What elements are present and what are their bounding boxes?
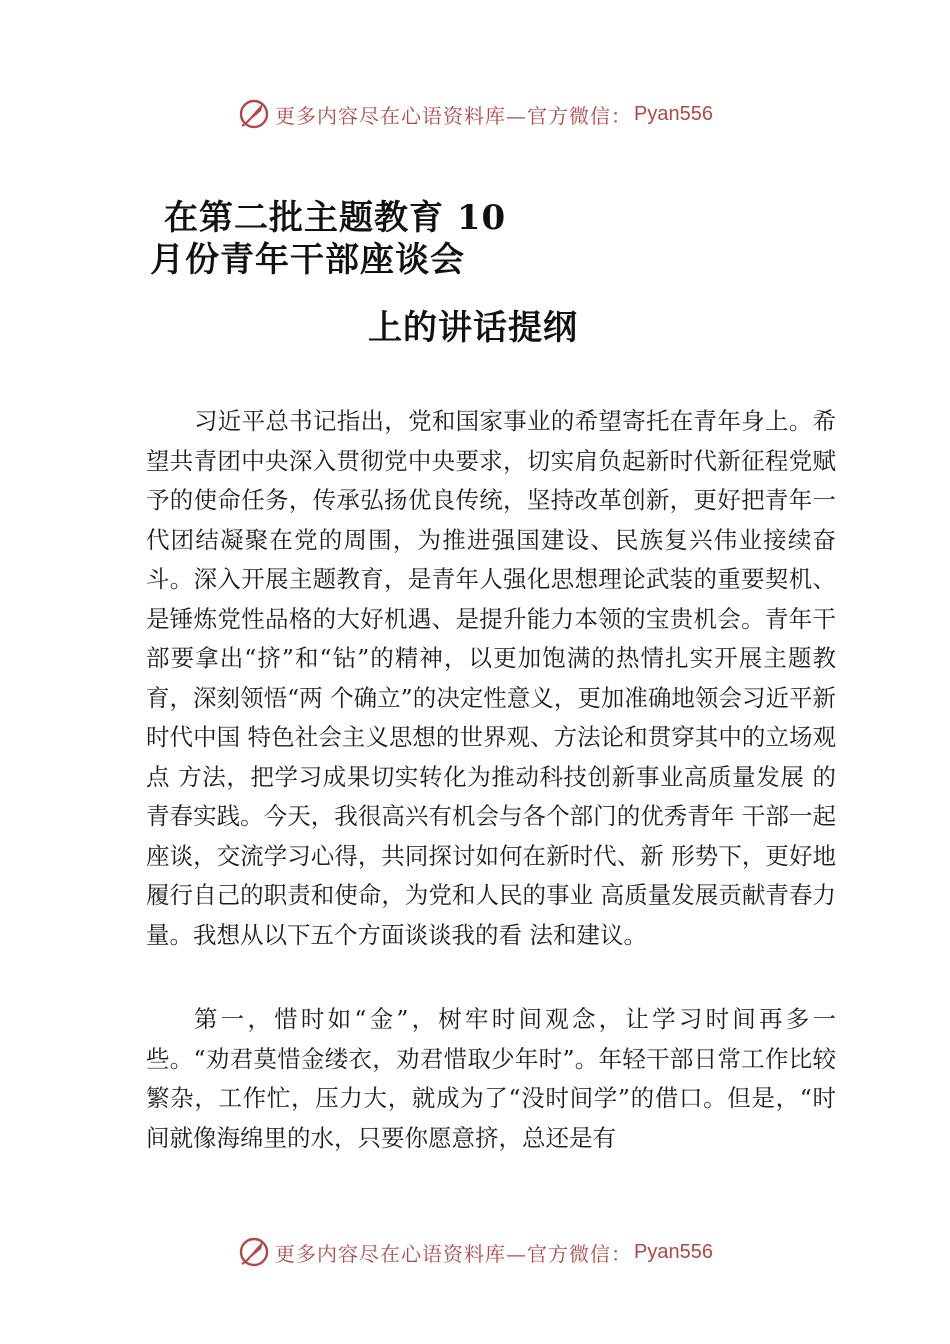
header-banner-text: 更多内容尽在心语资料库—官方微信： — [275, 103, 633, 128]
title-line-1: 在第二批主题教育 10 — [164, 198, 507, 238]
quill-pen-seal-icon — [237, 97, 271, 131]
quill-pen-seal-icon — [237, 1235, 271, 1269]
title-line-3: 上的讲话提纲 — [368, 308, 578, 348]
footer-wechat-id: Pyan556 — [634, 1240, 713, 1263]
header-wechat-id: Pyan556 — [634, 102, 713, 125]
footer-banner-text: 更多内容尽在心语资料库—官方微信： — [275, 1241, 633, 1266]
footer-banner — [0, 1232, 950, 1272]
title-line-2: 月份青年干部座谈会 — [150, 240, 465, 280]
header-banner — [0, 94, 950, 134]
body-paragraph-2: 第一，惜时如“金”，树牢时间观念，让学习时间再多一些。“劝君莫惜金缕衣，劝君惜取少年时”。年轻干部日常工作比较繁杂，工作忙，压力大，就成为了“没时间学”的借口。但是，“时间就像海绵里的水，只要你愿意挤，总还是有 — [146, 1005, 836, 1152]
body-paragraph-1: 习近平总书记指出，党和国家事业的希望寄托在青年身上。希望共青团中央深入贯彻党中央要求，切实肩负起新时代新征程党赋予的使命任务，传承弘扬优良传统，坚持改革创新，更好把青年一代团结凝聚在党的周围，为推进强国建设、民族复兴伟业接续奋斗。深入开展主题教育，是青年人强化思想理论武装的重要契机、是锤炼党性品格的大好机遇、是提升能力本领的宝贵机会。青年干部要拿出“挤”和“钻”的精神，以更加饱满的热情扎实开展主题教育，深刻领悟“两 个确立”的决定性意义，更加准确地领会习近平新时代中国 特色社会主义思想的世界观、方法论和贯穿其中的立场观点 方法，把学习成果切实转化为推动科技创新事业高质量发展 的青春实践。今天，我很高兴有机会与各个部门的优秀青年 干部一起座谈，交流学习心得，共同探讨如何在新时代、新 形势下，更好地履行自己的职责和使命，为党和人民的事业 高质量发展贡献青春力量。我想从以下五个方面谈谈我的看 法和建议。 — [146, 407, 836, 949]
